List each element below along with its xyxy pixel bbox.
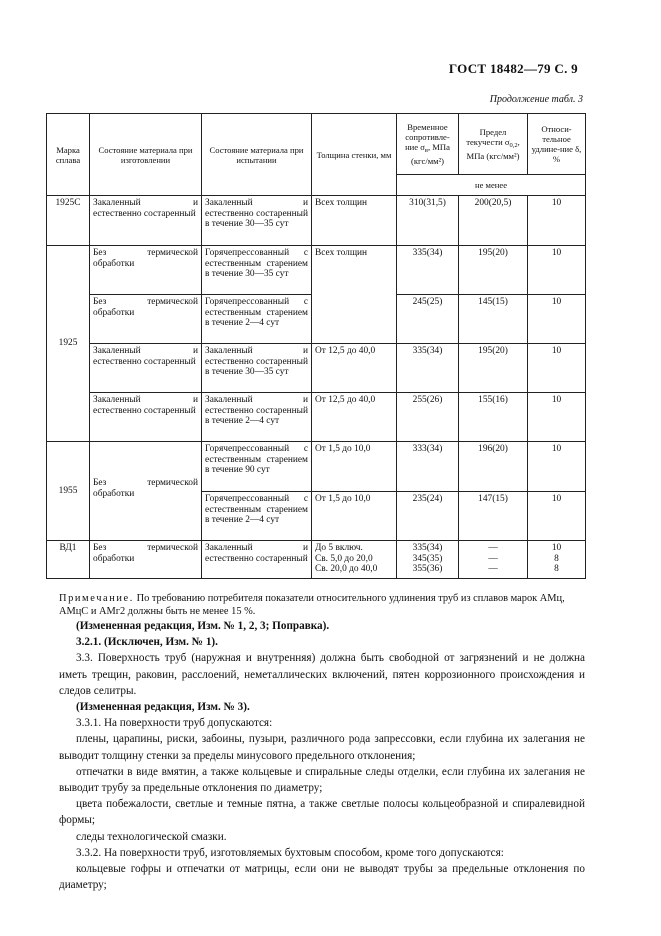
list-item: цвета побежалости, светлые и темные пятна, а также светлые полосы кольцеобразной и спиралевидной формы;: [59, 798, 585, 827]
cell-test-state: Горячепрессованный с естественным старением в течение 2—4 сут: [202, 492, 312, 541]
cell-elongation: 10: [528, 246, 586, 295]
table-row: [47, 196, 586, 246]
yield-line: —: [488, 543, 498, 553]
cell-thickness: От 12,5 до 40,0: [312, 344, 397, 393]
cell-yield: [459, 541, 528, 579]
cell-yield: 195(20): [459, 246, 528, 295]
clause-3-3-1: 3.3.1. На поверхности труб допускаются:: [76, 717, 273, 730]
strength-line: 345(35): [412, 553, 443, 564]
cell-brand: 1955: [47, 442, 90, 541]
cell-yield: 200(20,5): [459, 196, 528, 246]
table-note: [59, 592, 585, 618]
cell-yield: 147(15): [459, 492, 528, 541]
cell-strength: [397, 541, 459, 579]
cell-strength: 245(25): [397, 295, 459, 344]
cell-manufacture-state: Без термической обработки: [90, 541, 202, 579]
cell-test-state: Горячепрессованный с естественным старением в течение 30—35 сут: [202, 246, 312, 295]
cell-manufacture-state: Без термической обработки: [90, 442, 202, 541]
list-item: кольцевые гофры и отпечатки от матрицы, если они не выводят трубы за предельные отклонения по диаметру;: [59, 863, 585, 892]
clause-3-3-2: 3.3.2. На поверхности труб, изготовляемых бухтовым способом, кроме того допускаются:: [76, 846, 504, 859]
cell-thickness: От 12,5 до 40,0: [312, 393, 397, 442]
cell-test-state: Горячепрессованный с естественным старением в течение 2—4 сут: [202, 295, 312, 344]
table-row: [47, 344, 586, 393]
cell-elongation: 10: [528, 196, 586, 246]
header-state-manufacture: Состояние материала при изготовлении: [90, 114, 202, 196]
header-elongation: Относи-тельное удлине-ние δ, %: [528, 114, 586, 175]
cell-yield: 145(15): [459, 295, 528, 344]
cell-test-state: Закаленный и естественно состаренный в течение 2—4 сут: [202, 393, 312, 442]
cell-thickness: От 1,5 до 10,0: [312, 492, 397, 541]
clause-3-2-1: 3.2.1. (Исключен, Изм. № 1).: [76, 636, 218, 649]
cell-test-state: Горячепрессованный с естественным старением в течение 90 сут: [202, 442, 312, 492]
cell-strength: 335(34): [397, 246, 459, 295]
amendment-note: (Измененная редакция, Изм. № 3).: [76, 701, 250, 714]
cell-thickness: [312, 541, 397, 579]
cell-strength: 255(26): [397, 393, 459, 442]
table-continuation-label: Продолжение табл. 3: [489, 94, 583, 105]
thickness-line: До 5 включ.: [315, 543, 363, 553]
page-header: ГОСТ 18482—79 С. 9: [448, 61, 578, 76]
yield-line: —: [488, 553, 498, 564]
cell-manufacture-state: Закаленный и естественно состаренный: [90, 344, 202, 393]
list-item: следы технологической смазки.: [76, 830, 227, 843]
cell-manufacture-state: Закаленный и естественно состаренный: [90, 196, 202, 246]
header-min-label: не менее: [397, 175, 586, 196]
cell-test-state: Закаленный и естественно состаренный: [202, 541, 312, 579]
cell-thickness: Всех толщин: [312, 246, 397, 344]
cell-brand: 1925С: [47, 196, 90, 246]
cell-strength: 335(34): [397, 344, 459, 393]
cell-brand: 1925: [47, 246, 90, 442]
elongation-line: 8: [554, 564, 559, 574]
cell-thickness: Всех толщин: [312, 196, 397, 246]
cell-elongation: 10: [528, 442, 586, 492]
yield-line: —: [488, 564, 498, 574]
note-label: Примечание.: [59, 593, 134, 604]
cell-strength: 310(31,5): [397, 196, 459, 246]
cell-elongation: 10: [528, 295, 586, 344]
table-row: [47, 246, 586, 295]
cell-manufacture-state: Без термической обработки: [90, 295, 202, 344]
properties-table: [46, 113, 586, 579]
cell-elongation: 10: [528, 344, 586, 393]
cell-yield: 196(20): [459, 442, 528, 492]
cell-elongation: 10: [528, 393, 586, 442]
cell-elongation: 10: [528, 492, 586, 541]
header-thickness: Толщина стенки, мм: [312, 114, 397, 196]
header-state-test: Состояние материала при испытании: [202, 114, 312, 196]
note-text: По требованию потребителя показатели относительного удлинения труб из сплавов марок АМц, АМцС и АМг2 должны быть не менее 15 %.: [59, 593, 565, 617]
cell-yield: 155(16): [459, 393, 528, 442]
cell-thickness: От 1,5 до 10,0: [312, 442, 397, 492]
list-item: отпечатки в виде вмятин, а также кольцевые и спиральные следы отделки, если глубина их залегания не выводит трубу за предельные отклонения по диаметру;: [59, 765, 585, 795]
header-tensile-strength: Временное сопротивле-ние $\sigma_в$, МПа (кгс/мм²): [397, 114, 459, 175]
cell-yield: 195(20): [459, 344, 528, 393]
cell-strength: 333(34): [397, 442, 459, 492]
body-text: [59, 618, 585, 893]
cell-manufacture-state: Без термической обработки: [90, 246, 202, 295]
cell-manufacture-state: Закаленный и естественно состаренный: [90, 393, 202, 442]
header-brand: Марка сплава: [47, 114, 90, 196]
table-row: [47, 541, 586, 579]
strength-line: 355(36): [412, 564, 443, 574]
cell-brand: ВД1: [47, 541, 90, 579]
cell-elongation: [528, 541, 586, 579]
cell-test-state: Закаленный и естественно состаренный в течение 30—35 сут: [202, 196, 312, 246]
table-row: [47, 393, 586, 442]
cell-strength: 235(24): [397, 492, 459, 541]
table-row: [47, 442, 586, 492]
thickness-line: Св. 20,0 до 40,0: [315, 564, 378, 574]
clause-3-3: 3.3. Поверхность труб (наружная и внутренняя) должна быть свободной от загрязнений и не должна иметь трещин, раковин, расслоений, неметаллических включений, пятен коррозионного происхождения и следов селитры.: [59, 652, 585, 697]
elongation-line: 10: [551, 543, 562, 553]
cell-test-state: Закаленный и естественно состаренный в течение 30—35 сут: [202, 344, 312, 393]
thickness-line: Св. 5,0 до 20,0: [315, 553, 373, 564]
strength-line: 335(34): [412, 543, 443, 553]
elongation-line: 8: [554, 553, 559, 564]
header-yield-strength: Предел текучести $\sigma_{0,2}$, МПа (кгс/мм²): [459, 114, 528, 175]
list-item: плены, царапины, риски, забоины, пузыри, различного рода запрессовки, если глубина их залегания не выводит толщину стенки за пределы минусового предельного отклонения;: [59, 733, 585, 762]
amendment-note: (Измененная редакция, Изм. № 1, 2, 3; Поправка).: [76, 620, 330, 632]
